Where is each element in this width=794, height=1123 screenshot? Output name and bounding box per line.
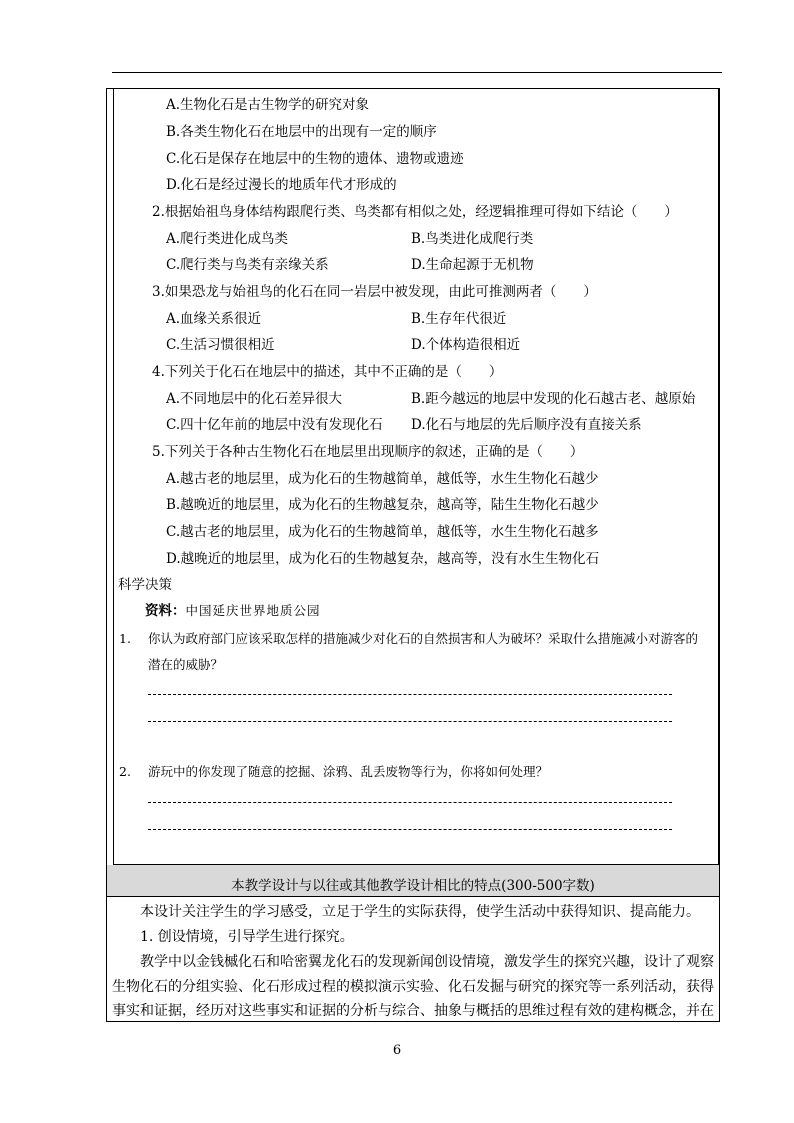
features-header [107,865,719,897]
q3-option-a: A.血缘关系很近 [166,311,262,327]
answer-line[interactable] [148,802,672,803]
resource-name: 中国延庆世界地质公园 [185,603,321,618]
resource-line [145,603,321,619]
header-rule [112,72,722,73]
q3-option-b: B.生存年代很近 [411,311,507,327]
q4-option-a: A.不同地层中的化石差异很大 [166,391,343,407]
item1-text-line2: 潜在的威胁？ [148,657,224,672]
q3-option-d: D.个体构造很相近 [411,337,521,353]
item2-text: 游玩中的你发现了随意的挖掘、涂鸦、乱丢废物等行为，你将如何处理？ [148,764,549,779]
item2-number: 2. [119,764,131,779]
q4-option-c: C.四十亿年前的地层中没有发现化石 [166,417,383,433]
q5-option-b: B.越晚近的地层里，成为化石的生物越复杂，越高等，陆生生物化石越少 [166,497,599,513]
q1-option-d: D.化石是经过漫长的地质年代才形成的 [166,177,397,193]
q2-option-a: A.爬行类进化成鸟类 [166,231,289,247]
answer-line[interactable] [148,721,672,722]
section-title: 科学决策 [118,577,172,593]
features-paragraph-1: 本设计关注学生的学习感受，立足于学生的实际获得，使学生活动中获得知识、提高能力。 [140,904,700,920]
q2-option-b: B.鸟类进化成爬行类 [411,231,534,247]
q1-option-a: A.生物化石是古生物学的研究对象 [166,97,370,113]
item1-text-line1: 你认为政府部门应该采取怎样的措施减少对化石的自然损害和人为破坏？采取什么措施减小对游客的 [148,631,699,646]
item1-number: 1. [119,631,131,646]
features-paragraph-2: 1. 创设情境，引导学生进行探究。 [140,929,354,945]
q4-option-b: B.距今越远的地层中发现的化石越古老、越原始 [411,391,696,407]
answer-line[interactable] [148,694,672,695]
q1-option-b: B.各类生物化石在地层中的出现有一定的顺序 [166,124,437,140]
q4-question: 4.下列关于化石在地层中的描述，其中不正确的是（ ） [152,364,503,380]
features-paragraph-3-line3: 事实和证据，经历对这些事实和证据的分析与综合、抽象与概括的思维过程有效的建构概念，并在 [112,1003,714,1019]
features-paragraph-3-line1: 教学中以金钱槭化石和哈密翼龙化石的发现新闻创设情境，激发学生的探究兴趣，设计了观察 [140,954,714,970]
resource-label: 资料： [145,603,186,619]
features-paragraph-3-line2: 生物化石的分组实验、化石形成过程的模拟演示实验、化石发掘与研究的探究等一系列活动，获得 [112,979,714,995]
q4-option-d: D.化石与地层的先后顺序没有直接关系 [411,417,642,433]
q5-question: 5.下列关于各种古生物化石在地层里出现顺序的叙述，正确的是（ ） [152,444,584,460]
q5-option-a: A.越古老的地层里，成为化石的生物越简单，越低等，水生生物化石越少 [166,471,599,487]
q3-question: 3.如果恐龙与始祖鸟的化石在同一岩层中被发现，由此可推测两者（ ） [152,284,597,300]
q2-question: 2.根据始祖鸟身体结构跟爬行类、鸟类都有相似之处，经逻辑推理可得如下结论（ ） [152,204,678,220]
q1-option-c: C.化石是保存在地层中的生物的遗体、遗物或遗迹 [166,151,464,167]
features-header-text: 本教学设计与以往或其他教学设计相比的特点(300-500字数) [231,878,595,894]
q5-option-d: D.越晚近的地层里，成为化石的生物越复杂，越高等，没有水生生物化石 [166,551,600,567]
page-number: 6 [392,1043,402,1058]
q3-option-c: C.生活习惯很相近 [166,337,275,353]
answer-line[interactable] [148,829,672,830]
q2-option-c: C.爬行类与鸟类有亲缘关系 [166,257,329,273]
q2-option-d: D.生命起源于无机物 [411,257,534,273]
q5-option-c: C.越古老的地层里，成为化石的生物越简单，越低等，水生生物化石越多 [166,524,599,540]
